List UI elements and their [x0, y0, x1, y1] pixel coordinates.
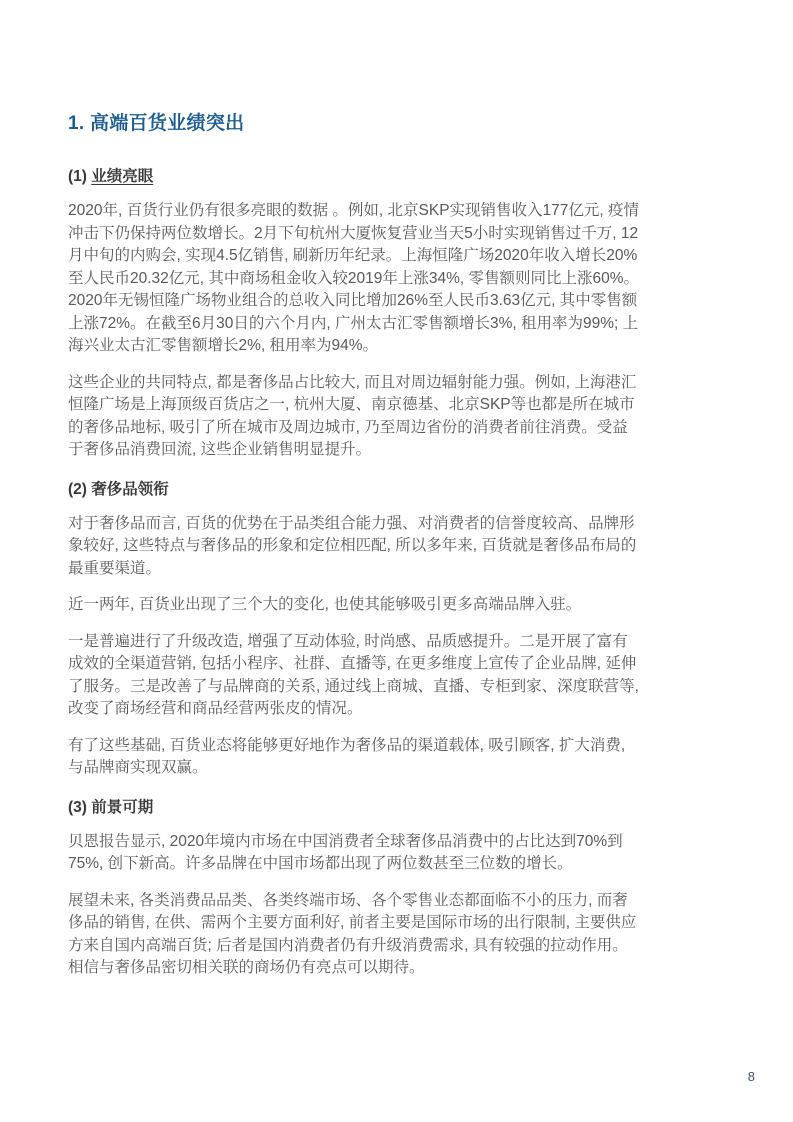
paragraph: 这些企业的共同特点, 都是奢侈品占比较大, 而且对周边辐射能力强。例如, 上海港汇恒隆广场是上海顶级百货店之一, 杭州大厦、南京德基、北京SKP等也都是所在城市的奢侈品地标, 吸引了所在城市及周边城市, 乃至周边省份的消费者前往消费。受益于奢侈品消费回流, 这些企业销售明显提升。 [68, 373, 637, 458]
subsection-2-prefix: (2) [68, 480, 92, 498]
page-number: 8 [747, 1069, 755, 1084]
chapter-heading: 1. 高端百货业绩突出 [68, 113, 245, 134]
paragraph: 有了这些基础, 百货业态将能够更好地作为奢侈品的渠道载体, 吸引顾客, 扩大消费, 与品牌商实现双赢。 [68, 736, 626, 776]
subsection-2-title: 奢侈品领衔 [91, 480, 169, 498]
subsection-1-prefix: (1) [68, 168, 92, 185]
subsection-heading-2 [68, 480, 640, 499]
subsection-3-title: 前景可期 [91, 798, 154, 816]
subsection-heading-1 [68, 167, 640, 186]
subsection-1-title: 业绩亮眼 [91, 168, 154, 185]
paragraph: 对于奢侈品而言, 百货的优势在于品类组合能力强、对消费者的信誉度较高、品牌形象较好, 这些特点与奢侈品的形象和定位相匹配, 所以多年来, 百货就是奢侈品布局的最重要渠道。 [68, 514, 637, 577]
section-luxury [68, 480, 640, 780]
subsection-3-prefix: (3) [68, 798, 92, 816]
section-outlook [68, 798, 640, 980]
paragraph: 展望未来, 各类消费品品类、各类终端市场、各个零售业态都面临不小的压力, 而奢侈品的销售, 在供、需两个主要方面利好, 前者主要是国际市场的出行限制, 主要供应方来自国内高端百货; 后者是国内消费者仍有升级消费需求, 具有较强的拉动作用。相信与奢侈品密切相关联的商场仍有亮点可以期待。 [68, 891, 637, 976]
section-performance [68, 167, 640, 462]
paragraph: 贝恩报告显示, 2020年境内市场在中国消费者全球奢侈品消费中的占比达到70%到75%, 创下新高。许多品牌在中国市场都出现了两位数甚至三位数的增长。 [68, 832, 623, 872]
page-content [68, 112, 640, 994]
paragraph: 2020年, 百货行业仍有很多亮眼的数据 。例如, 北京SKP实现销售收入177亿元, 疫情冲击下仍保持两位数增长。2月下旬杭州大厦恢复营业当天5小时实现销售过千万, 12月中旬的内购会, 实现4.5亿销售, 刷新历年纪录。上海恒隆广场2020年收入增长20%至人民币20.32亿元, 其中商场租金收入较2019年上涨34%, 零售额则同比上涨60%。2020年无锡恒隆广场物业组合的总收入同比增加26%至人民币3.63亿元, 其中零售额上涨72%。在截至6月30日的六个月内, 广州太古汇零售额增长3%, 租用率为99%; 上海兴业太古汇零售额增长2%, 租用率为94%。 [68, 202, 640, 354]
paragraph: 近一两年, 百货业出现了三个大的变化, 也使其能够吸引更多高端品牌入驻。 [68, 596, 582, 613]
paragraph: 一是普遍进行了升级改造, 增强了互动体验, 时尚感、品质感提升。二是开展了富有成效的全渠道营销, 包括小程序、社群、直播等, 在更多维度上宣传了企业品牌, 延伸了服务。三是改善了与品牌商的关系, 通过线上商城、直播、专柜到家、深度联营等, 改变了商场经营和商品经营两张皮的情况。 [68, 632, 639, 717]
subsection-heading-3 [68, 798, 640, 817]
